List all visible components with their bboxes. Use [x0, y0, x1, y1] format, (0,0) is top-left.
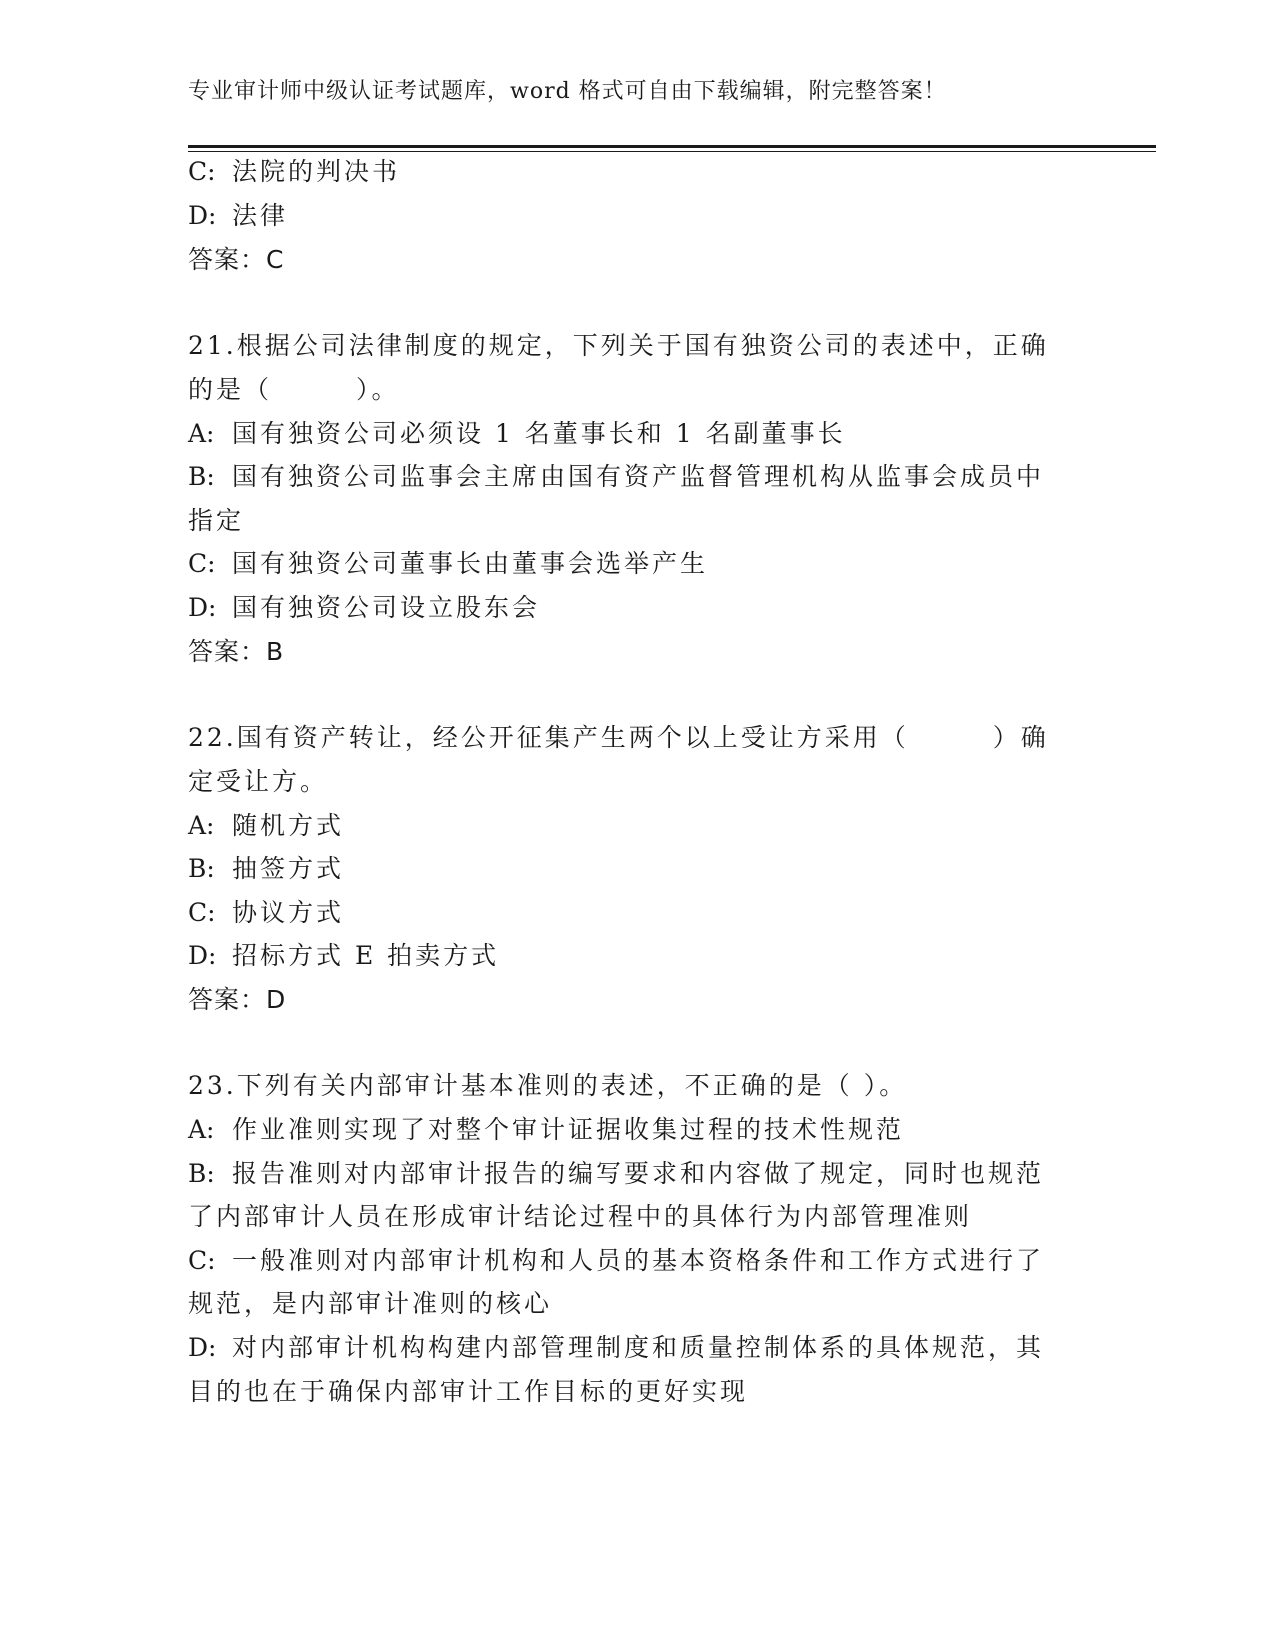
q21-option-c — [188, 548, 1088, 580]
option-text: 法律 — [232, 201, 289, 230]
option-text: 抽签方式 — [232, 854, 345, 883]
option-label: B: — [188, 462, 215, 491]
q21-option-b-line2: 指定 — [188, 506, 245, 535]
option-text: 招标方式 E 拍卖方式 — [232, 941, 500, 970]
q21-stem-line1: 21.根据公司法律制度的规定，下列关于国有独资公司的表述中，正确 — [188, 331, 1049, 360]
option-label: C: — [188, 549, 216, 578]
option-text: 国有独资公司监事会主席由国有资产监督管理机构从监事会成员中 — [232, 462, 1045, 491]
header-rule-thick — [188, 145, 1156, 148]
option-label: C: — [188, 1246, 216, 1275]
q23-option-b-line2: 了内部审计人员在形成审计结论过程中的具体行为内部管理准则 — [188, 1202, 973, 1231]
option-label: D: — [188, 1333, 217, 1362]
option-text: 随机方式 — [232, 811, 345, 840]
option-label: C: — [188, 157, 216, 186]
q20-option-c — [188, 156, 1088, 188]
q21-option-d — [188, 592, 1088, 624]
option-label: D: — [188, 941, 217, 970]
option-label: D: — [188, 593, 217, 622]
header-rule-thin — [188, 151, 1156, 152]
option-label: B: — [188, 1159, 215, 1188]
q23-option-d-line2: 目的也在于确保内部审计工作目标的更好实现 — [188, 1377, 749, 1406]
option-label: A: — [188, 419, 215, 448]
q23-option-b-line1 — [188, 1158, 1088, 1190]
option-label: B: — [188, 854, 215, 883]
option-text: 作业准则实现了对整个审计证据收集过程的技术性规范 — [232, 1115, 905, 1144]
q22-option-b — [188, 853, 1088, 885]
q20-answer: 答案：C — [188, 245, 285, 274]
q21-stem-line2: 的是（ ）。 — [188, 375, 400, 404]
option-text: 一般准则对内部审计机构和人员的基本资格条件和工作方式进行了 — [232, 1246, 1045, 1275]
q22-option-d — [188, 940, 1088, 972]
option-text: 国有独资公司必须设 1 名董事长和 1 名副董事长 — [232, 419, 846, 448]
q23-option-a — [188, 1114, 1088, 1146]
q21-answer: 答案：B — [188, 637, 285, 666]
q20-option-d — [188, 200, 1088, 232]
option-text: 报告准则对内部审计报告的编写要求和内容做了规定，同时也规范 — [232, 1159, 1045, 1188]
option-text: 国有独资公司董事长由董事会选举产生 — [232, 549, 709, 578]
option-text: 协议方式 — [232, 898, 345, 927]
q21-option-b-line1 — [188, 461, 1088, 493]
q23-option-c-line2: 规范，是内部审计准则的核心 — [188, 1289, 553, 1318]
q21-option-a — [188, 418, 1088, 450]
option-text: 国有独资公司设立股东会 — [232, 593, 541, 622]
q23-stem-line1: 23.下列有关内部审计基本准则的表述，不正确的是（ ）。 — [188, 1071, 908, 1100]
q23-option-d-line1 — [188, 1332, 1088, 1364]
option-label: C: — [188, 898, 216, 927]
option-label: A: — [188, 811, 215, 840]
option-text: 法院的判决书 — [232, 157, 401, 186]
q23-option-c-line1 — [188, 1245, 1088, 1277]
option-label: D: — [188, 201, 217, 230]
option-label: A: — [188, 1115, 215, 1144]
option-text: 对内部审计机构构建内部管理制度和质量控制体系的具体规范，其 — [232, 1333, 1045, 1362]
q22-stem-line1: 22.国有资产转让，经公开征集产生两个以上受让方采用（ ）确 — [188, 723, 1049, 752]
q22-answer: 答案：D — [188, 985, 287, 1014]
page-header: 专业审计师中级认证考试题库，word 格式可自由下载编辑，附完整答案！ — [188, 79, 947, 104]
q22-option-a — [188, 810, 1088, 842]
q22-option-c — [188, 897, 1088, 929]
q22-stem-line2: 定受让方。 — [188, 767, 329, 796]
